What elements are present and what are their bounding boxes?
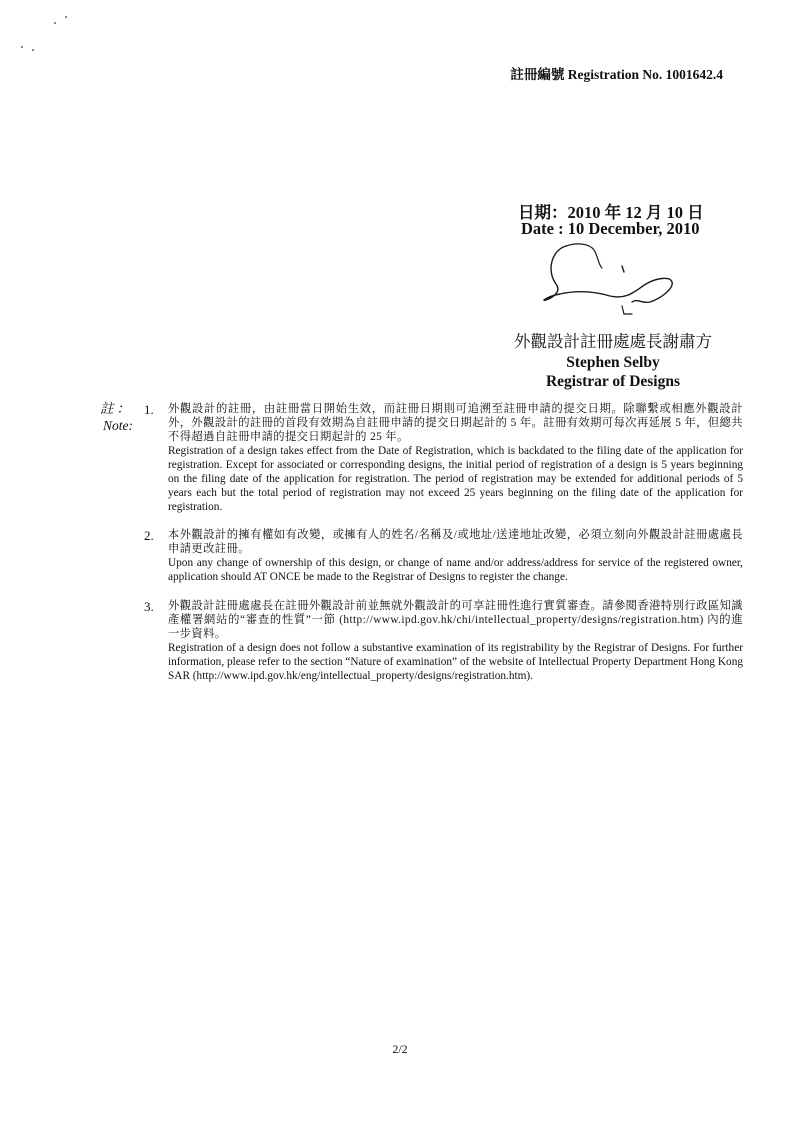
- registrar-title: Registrar of Designs: [545, 373, 681, 390]
- registrar-signature: [538, 240, 678, 325]
- registration-number: 註冊編號 Registration No. 1001642.4: [510, 67, 723, 82]
- scan-speck: [54, 22, 56, 24]
- note-english-text: Registration of a design does not follow a substantive examination of its registrability by the Registrar of Designs. For further information, please refer to the section “Nature of examination” of the website of Intellectual Property Department Hong Kong SAR (http://www.ipd.gov.hk/eng/intellectual_property/designs/registration.htm).: [168, 642, 743, 682]
- note-number: 1.: [144, 402, 154, 417]
- registrar-chinese-title: 外觀設計註冊處處長謝肅方: [514, 332, 712, 351]
- registrar-name: Stephen Selby: [566, 354, 660, 371]
- scan-speck: [65, 16, 67, 18]
- note-number: 3.: [144, 599, 154, 614]
- date-english: Date : 10 December, 2010: [521, 219, 700, 238]
- date-chinese: 日期：2010 年 12 月 10 日: [518, 203, 704, 222]
- note-chinese-text: 本外觀設計的擁有權如有改變，或擁有人的姓名/名稱及/或地址/送達地址改變，必須立刻向外觀設計註冊處處長申請更改註冊。: [168, 529, 743, 555]
- note-chinese-text: 外觀設計的註冊，由註冊當日開始生效，而註冊日期則可追溯至註冊申請的提交日期。除聯繫或相應外觀設計外，外觀設計的註冊的首段有效期為自註冊申請的提交日期起計的 5 年。註冊有效期可每次再延展 5 年，但總共不得超過自註冊申請的提交日期起計的 25 年。: [168, 403, 743, 443]
- note-english-text: Registration of a design takes effect from the Date of Registration, which is backdated to the filing date of the application for registration. Except for associated or corresponding designs, the initial period of registration of a design is 5 years beginning on the filing date of the application for registration. The period of registration may be extended for additional periods of 5 years each but the total period of registration may not exceed 25 years beginning on the filing date of the application for registration.: [168, 445, 743, 513]
- note-label: [93, 400, 133, 434]
- note-label-english: Note:: [103, 418, 133, 433]
- note-chinese-text: 外觀設計註冊處處長在註冊外觀設計前並無就外觀設計的可享註冊性進行實質審查。請參閱香港特別行政區知識產權署網站的“審查的性質”一節 (http://www.ipd.gov.hk/chi/intellectual_property/designs/registration.htm) 內的進一步資料。: [168, 600, 743, 640]
- page-number: 2/2: [392, 1042, 408, 1056]
- registrar-block: [505, 328, 721, 391]
- scan-speck: [21, 46, 23, 48]
- note-number: 2.: [144, 528, 154, 543]
- scan-speck: [32, 49, 34, 51]
- note-english-text: Upon any change of ownership of this design, or change of name and/or address/address for service of the registered owner, application should AT ONCE be made to the Registrar of Designs to register the change.: [168, 557, 743, 583]
- note-label-chinese: 註：: [100, 401, 133, 416]
